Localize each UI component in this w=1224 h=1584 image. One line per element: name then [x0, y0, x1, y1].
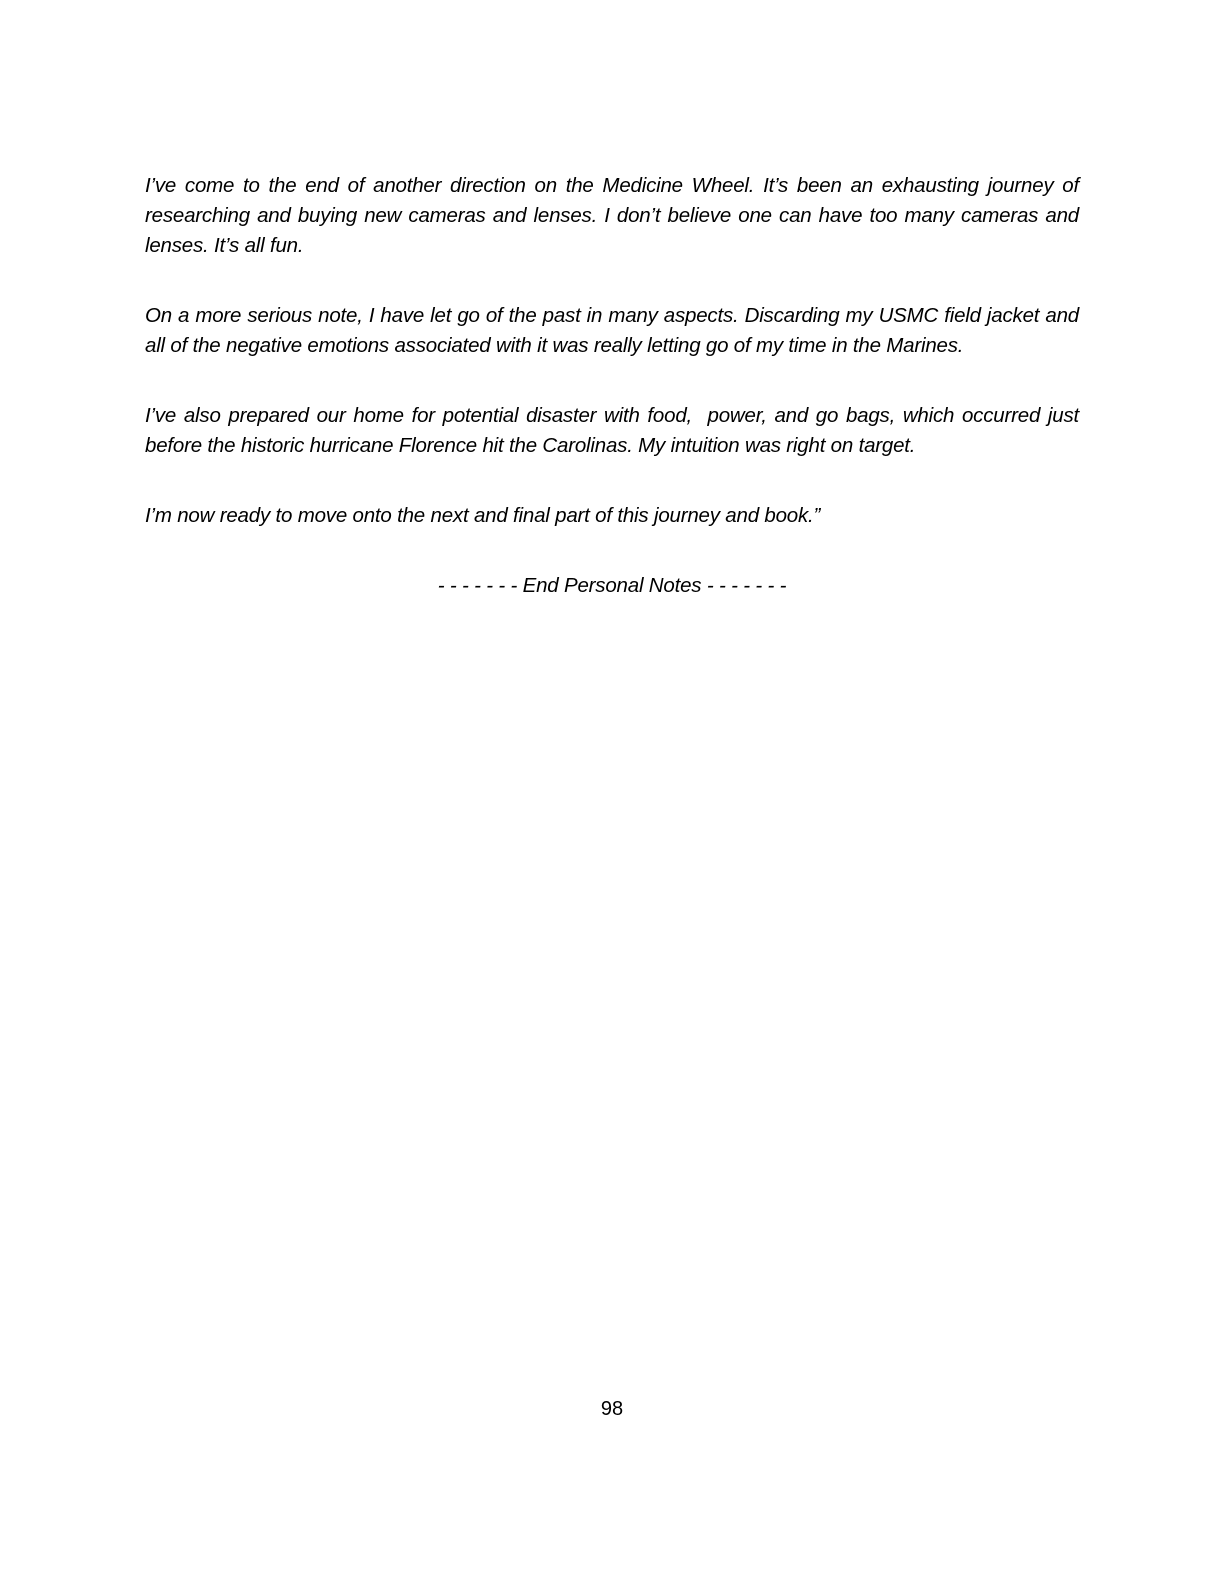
- paragraph: [145, 401, 1079, 461]
- text-line: researching and buying new cameras and lenses. I don’t believe one can have too many cameras and: [145, 204, 1079, 227]
- text-line: I’m now ready to move onto the next and final part of this journey and book.”: [145, 504, 821, 527]
- end-personal-notes-marker: - - - - - - - End Personal Notes - - - - - - -: [437, 574, 787, 597]
- page-footer: [0, 1396, 1224, 1422]
- paragraph: [145, 501, 1079, 531]
- text-line: I’ve also prepared our home for potential disaster with food, power, and go bags, which occurred just: [145, 404, 1079, 427]
- text-line: I’ve come to the end of another direction on the Medicine Wheel. It’s been an exhausting journey of: [145, 174, 1079, 197]
- paragraph: [145, 301, 1079, 361]
- text-line: lenses. It’s all fun.: [145, 234, 304, 257]
- paragraph: [145, 171, 1079, 261]
- text-line: before the historic hurricane Florence hit the Carolinas. My intuition was right on target.: [145, 434, 916, 457]
- page-number: 98: [600, 1398, 624, 1420]
- personal-notes-body: [145, 171, 1079, 601]
- text-line: On a more serious note, I have let go of the past in many aspects. Discarding my USMC field jacket and: [145, 304, 1079, 327]
- text-line: all of the negative emotions associated with it was really letting go of my time in the Marines.: [145, 334, 964, 357]
